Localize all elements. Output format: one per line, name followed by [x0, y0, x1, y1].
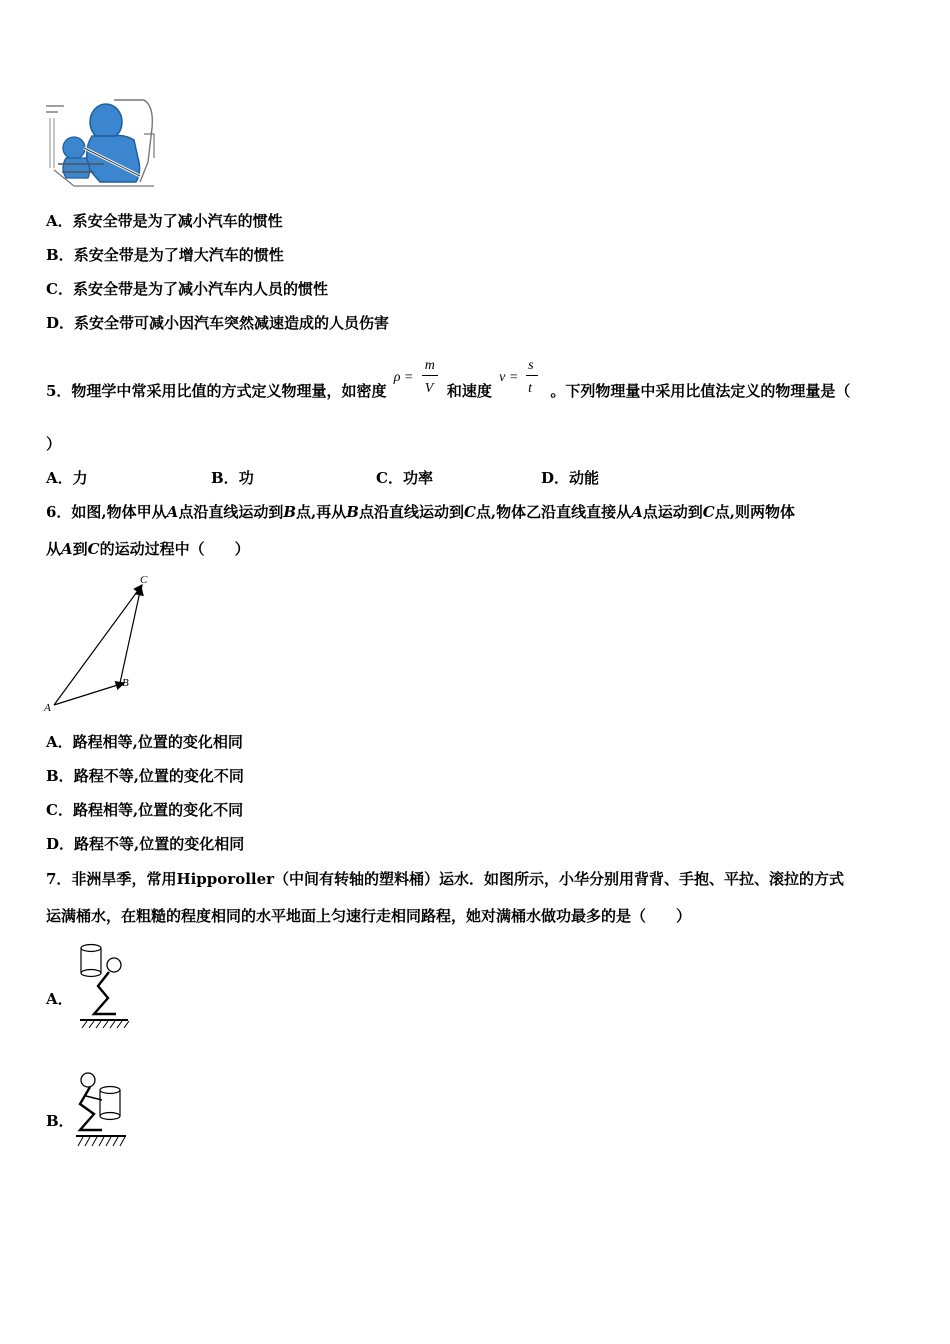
q6-option-a: A．路程相等,位置的变化相同 [46, 733, 243, 751]
q7-option-b-figure [72, 1070, 132, 1154]
q6-option-c: C．路程相等,位置的变化不同 [46, 801, 244, 819]
q5-stem: 5．物理学中常采用比值的方式定义物理量，如密度 ρ = m V 和速度 v = s t 。下列物理量中采用比值法定义的物理量是（ [46, 372, 850, 412]
q7-option-b-label: B． [46, 1112, 74, 1130]
q5-stem-close: ） [46, 435, 62, 453]
q6-motion-diagram [40, 570, 160, 715]
q5-option-a: A．力 [46, 469, 88, 487]
q5-option-b: B．功 [211, 469, 254, 487]
q6-option-b: B．路程不等,位置的变化不同 [46, 767, 244, 785]
q7-stem-line1: 7．非洲旱季，常用Hipporoller（中间有转轴的塑料桶）运水．如图所示，小华分别用背背、手抱、平拉、滚拉的方式 [46, 870, 845, 888]
q6-stem-line2: 从A到C的运动过程中（ ） [46, 540, 250, 558]
seatbelt-illustration [44, 98, 156, 190]
label-a: A [44, 702, 51, 714]
q4-option-b: B．系安全带是为了增大汽车的惯性 [46, 246, 284, 264]
q7-option-a-label: A． [46, 990, 73, 1008]
q6-option-d: D．路程不等,位置的变化相同 [46, 835, 245, 853]
label-c: C [140, 574, 148, 586]
q7-option-a-figure [76, 942, 134, 1032]
q6-stem-line1: 6．如图,物体甲从A点沿直线运动到B点,再从B点沿直线运动到C点,物体乙沿直线直接从A点运动到C点,则两物体 [46, 503, 795, 521]
q5-option-c: C．功率 [376, 469, 433, 487]
q5-option-d: D．动能 [541, 469, 600, 487]
density-formula: ρ = m V [392, 366, 442, 406]
q4-option-c: C．系安全带是为了减小汽车内人员的惯性 [46, 280, 328, 298]
velocity-formula: v = s t [497, 366, 545, 406]
q4-option-a: A．系安全带是为了减小汽车的惯性 [46, 212, 283, 230]
path-a-to-b [54, 683, 124, 705]
q7-stem-line2: 运满桶水，在粗糙的程度相同的水平地面上匀速行走相同路程，她对满桶水做功最多的是（ ） [46, 907, 692, 925]
q4-option-d: D．系安全带可减小因汽车突然减速造成的人员伤害 [46, 314, 390, 332]
label-b: B [122, 677, 129, 689]
